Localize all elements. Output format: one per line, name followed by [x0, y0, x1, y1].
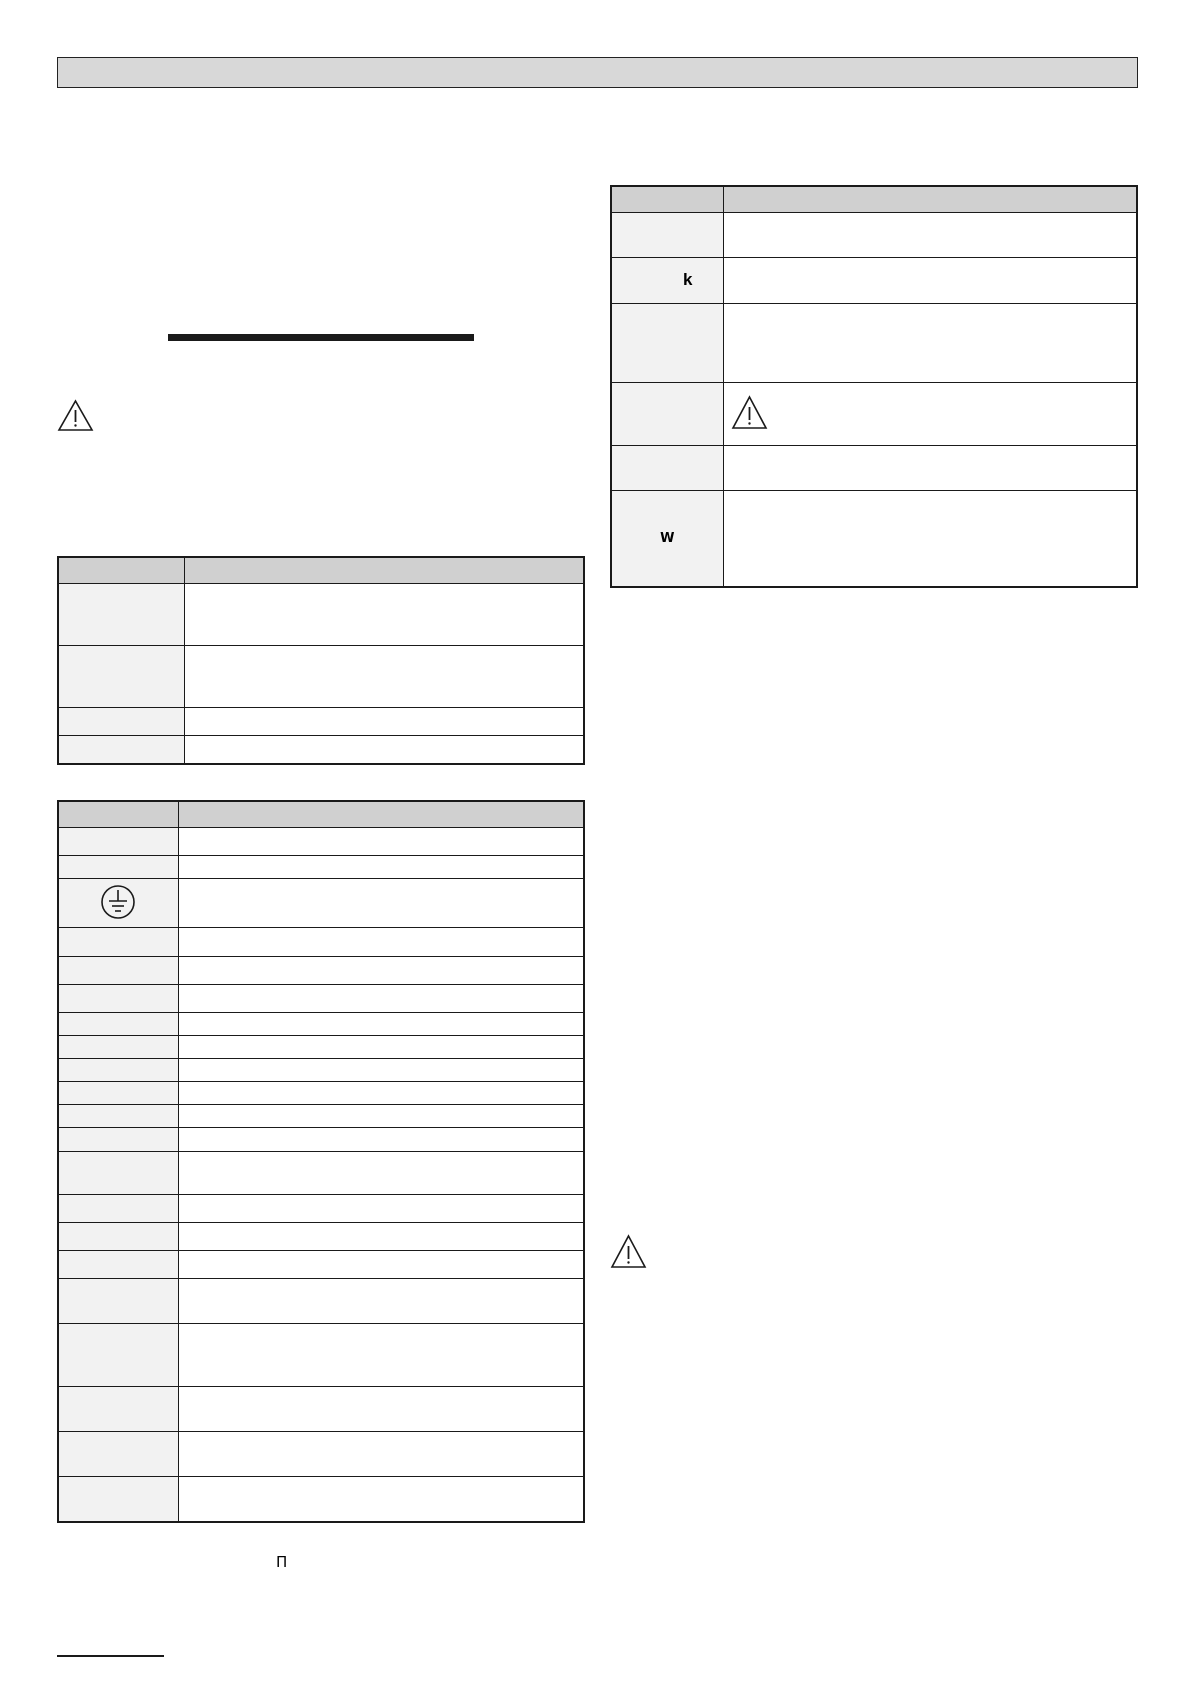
table-row — [58, 1105, 584, 1128]
table-1 — [57, 556, 585, 765]
table-header-row — [611, 186, 1137, 213]
table-header-cell — [611, 186, 723, 213]
table-cell — [723, 213, 1137, 258]
table-cell — [58, 984, 178, 1012]
table-cell — [611, 383, 723, 445]
table-cell — [58, 856, 178, 879]
table-cell — [58, 828, 178, 856]
table-cell — [611, 258, 723, 303]
table-cell — [178, 1279, 584, 1324]
table-cell — [178, 1105, 584, 1128]
table-cell — [178, 1431, 584, 1476]
table-cell — [178, 879, 584, 928]
table-row — [58, 1151, 584, 1194]
table-row — [58, 708, 584, 736]
table-cell — [184, 736, 584, 764]
table-row — [58, 646, 584, 708]
table-cell — [178, 1194, 584, 1222]
footer-rule — [57, 1655, 164, 1657]
table-header-cell — [58, 801, 178, 828]
n-symbol-glyph: Π — [276, 1553, 288, 1571]
table-row — [58, 984, 584, 1012]
table-cell — [184, 584, 584, 646]
w-symbol-glyph: W — [660, 531, 675, 547]
table-cell — [184, 646, 584, 708]
table-row — [58, 956, 584, 984]
table-cell — [58, 1386, 178, 1431]
warning-triangle-icon — [57, 399, 94, 432]
table-row — [611, 213, 1137, 258]
table-cell — [178, 1151, 584, 1194]
table-header-cell — [723, 186, 1137, 213]
table-cell — [58, 1251, 178, 1279]
table-row — [611, 490, 1137, 587]
table-cell — [178, 1059, 584, 1082]
table-cell — [723, 445, 1137, 490]
table-cell — [58, 646, 184, 708]
table-row — [58, 584, 584, 646]
table-cell — [611, 303, 723, 383]
table-header-cell — [178, 801, 584, 828]
table-cell — [611, 445, 723, 490]
table-row — [58, 1082, 584, 1105]
table-cell — [723, 490, 1137, 587]
table-row — [58, 1222, 584, 1250]
table-cell — [178, 1036, 584, 1059]
table-cell — [611, 490, 723, 587]
table-row — [611, 303, 1137, 383]
table-cell — [178, 1251, 584, 1279]
k-symbol-glyph: k — [683, 270, 693, 290]
table-cell — [58, 928, 178, 956]
table-2 — [57, 800, 585, 1523]
table-cell — [178, 856, 584, 879]
section-heading-rule — [168, 334, 474, 341]
table-row — [58, 1279, 584, 1324]
table-row — [611, 445, 1137, 490]
table-cell — [184, 708, 584, 736]
table-row — [58, 879, 584, 928]
table-header-row — [58, 557, 584, 584]
table-row — [58, 1431, 584, 1476]
table-cell — [723, 258, 1137, 303]
table-row — [58, 1012, 584, 1035]
table-cell — [611, 213, 723, 258]
table-cell — [58, 1194, 178, 1222]
table-row — [58, 928, 584, 956]
table-cell — [178, 1222, 584, 1250]
table-row — [58, 1477, 584, 1522]
warning-triangle-icon — [731, 395, 768, 430]
table-cell — [58, 956, 178, 984]
table-cell — [178, 956, 584, 984]
table-cell — [723, 303, 1137, 383]
table-cell — [58, 1222, 178, 1250]
table-cell — [178, 928, 584, 956]
table-row — [58, 1128, 584, 1151]
table-3 — [610, 185, 1138, 588]
table-row — [58, 1251, 584, 1279]
table-cell — [58, 1431, 178, 1476]
table-header-cell — [184, 557, 584, 584]
table-cell — [178, 1324, 584, 1386]
table-cell — [58, 1151, 178, 1194]
table-cell — [58, 1105, 178, 1128]
table-row — [611, 383, 1137, 445]
table-cell — [178, 1012, 584, 1035]
table-cell — [58, 879, 178, 928]
ground-symbol-icon — [100, 884, 136, 920]
table-cell — [178, 1386, 584, 1431]
table-cell — [723, 383, 1137, 445]
table-cell — [58, 1012, 178, 1035]
table-cell — [58, 1477, 178, 1522]
table-header-cell — [58, 557, 184, 584]
table-row — [58, 828, 584, 856]
table-cell — [178, 1477, 584, 1522]
table-cell — [58, 1082, 178, 1105]
table-cell — [58, 1324, 178, 1386]
table-cell — [178, 1082, 584, 1105]
table-cell — [58, 584, 184, 646]
table-cell — [178, 984, 584, 1012]
table-cell — [58, 736, 184, 764]
table-cell — [58, 1036, 178, 1059]
table-row — [58, 856, 584, 879]
table-row — [58, 1324, 584, 1386]
table-header-row — [58, 801, 584, 828]
table-cell — [178, 1128, 584, 1151]
table-row — [58, 1036, 584, 1059]
table-row — [58, 1194, 584, 1222]
table-cell — [58, 1128, 178, 1151]
table-row — [611, 258, 1137, 303]
table-row — [58, 736, 584, 764]
table-cell — [178, 828, 584, 856]
table-row — [58, 1386, 584, 1431]
table-cell — [58, 1279, 178, 1324]
table-row — [58, 1059, 584, 1082]
warning-triangle-icon — [610, 1234, 647, 1269]
table-cell — [58, 1059, 178, 1082]
table-cell — [58, 708, 184, 736]
page-header-bar — [57, 57, 1138, 88]
